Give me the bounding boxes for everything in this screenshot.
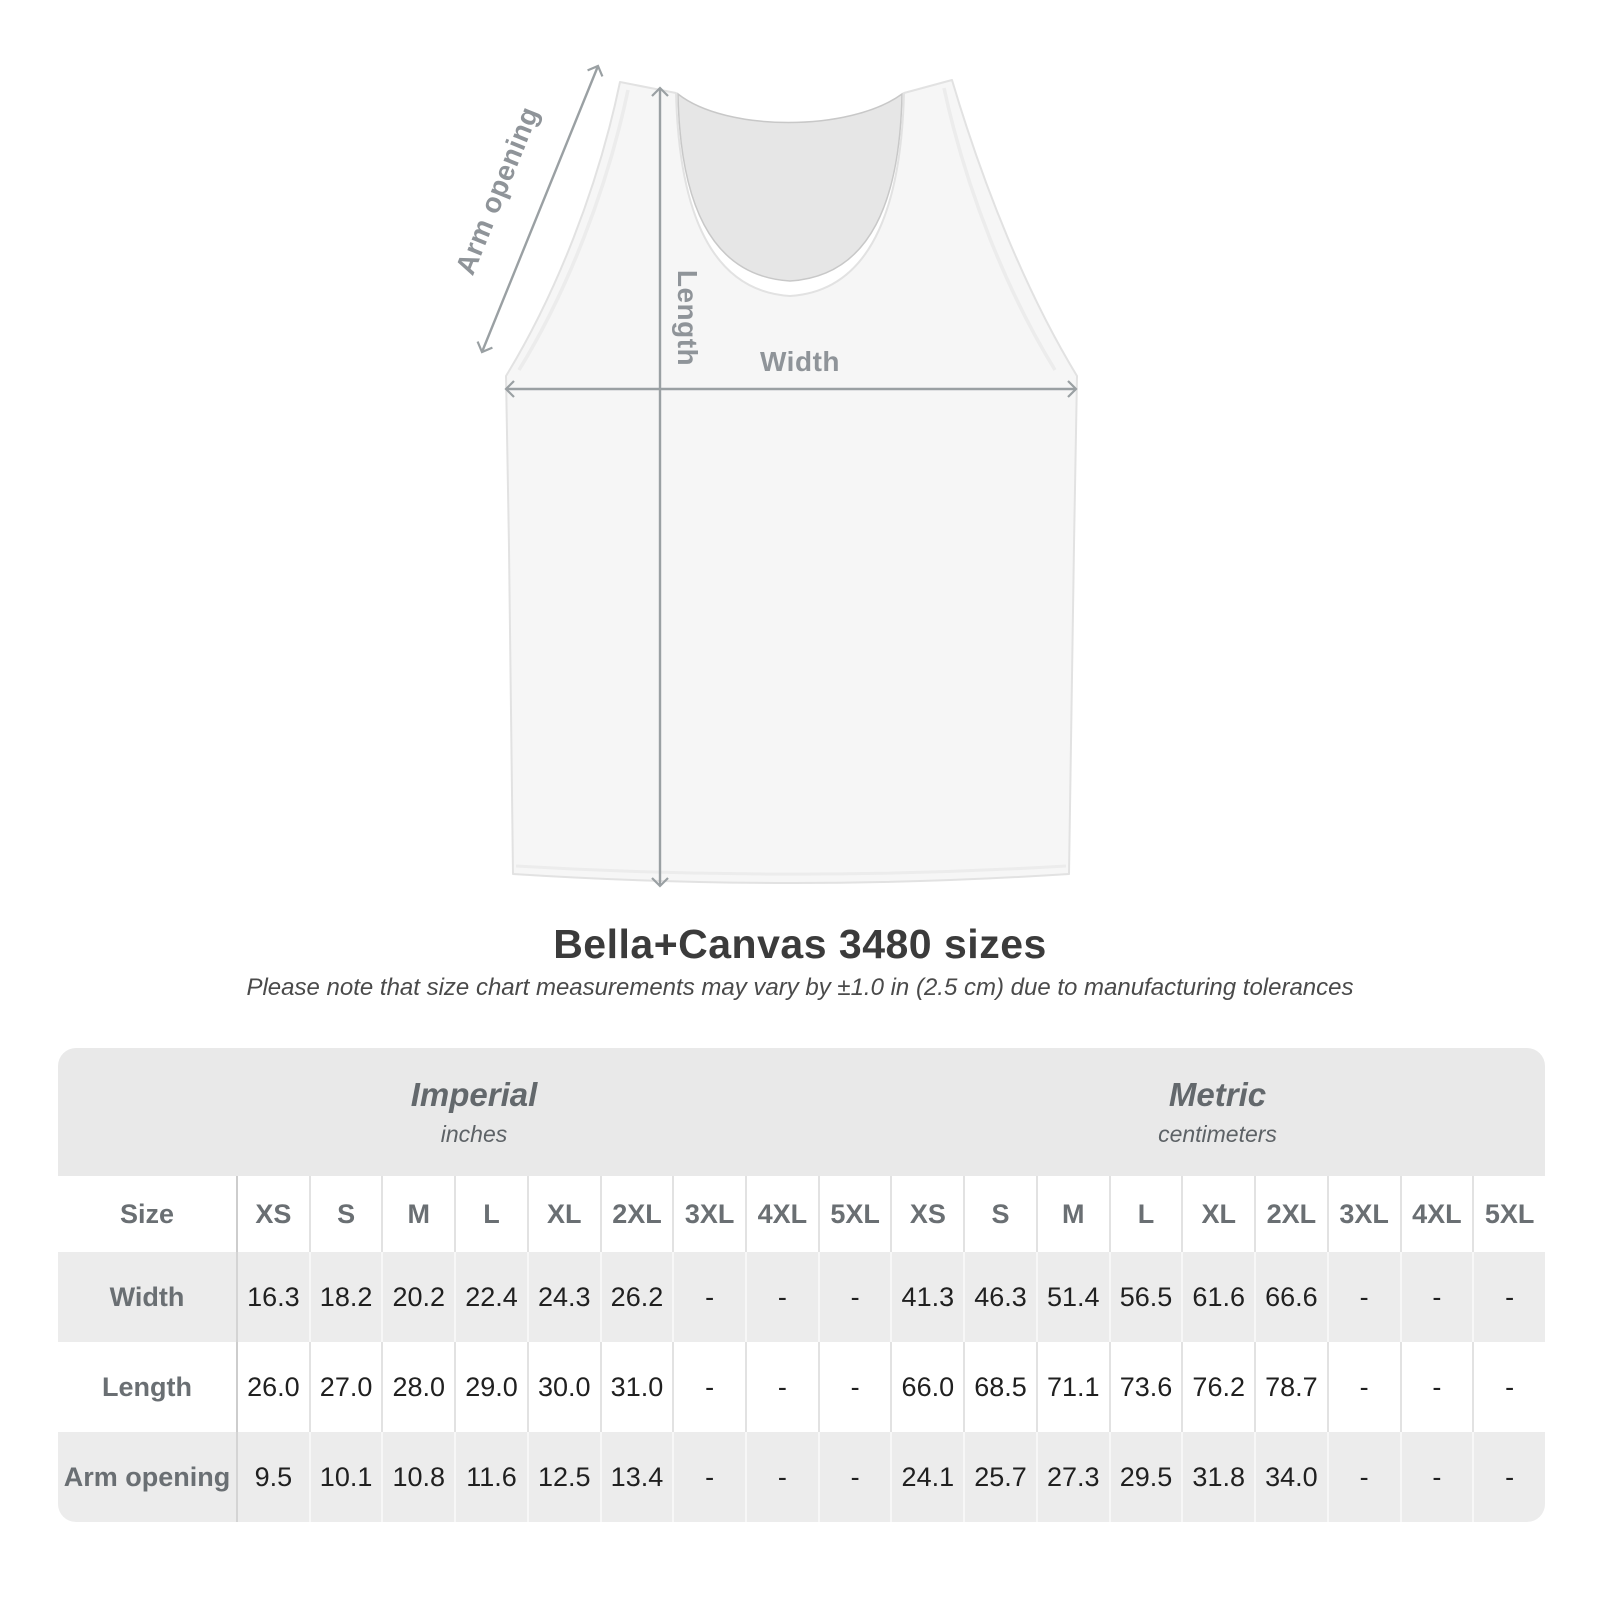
value-cell: 22.4: [454, 1252, 527, 1342]
value-cell: -: [745, 1432, 818, 1522]
value-cell: 10.1: [309, 1432, 382, 1522]
size-table: [58, 1176, 1545, 1522]
value-cell: -: [1472, 1342, 1545, 1432]
size-col-header: L: [454, 1176, 527, 1252]
value-cell: -: [745, 1342, 818, 1432]
unit-group-imperial-unit: inches: [440, 1121, 508, 1147]
value-cell: -: [818, 1432, 891, 1522]
size-table-container: [58, 1048, 1545, 1522]
row-label: Width: [109, 1281, 185, 1312]
value-cell: 26.2: [600, 1252, 673, 1342]
value-cell: 76.2: [1181, 1342, 1254, 1432]
value-cell: 25.7: [963, 1432, 1036, 1522]
page-subtitle: Please note that size chart measurements may vary by ±1.0 in (2.5 cm) due to manufacturing tolerances: [246, 974, 1354, 1001]
value-cell: -: [1400, 1252, 1473, 1342]
size-col-header: 5XL: [818, 1176, 891, 1252]
value-cell: 61.6: [1181, 1252, 1254, 1342]
value-cell: 12.5: [527, 1432, 600, 1522]
size-col-header: M: [1036, 1176, 1109, 1252]
value-cell: 29.0: [454, 1342, 527, 1432]
size-col-header: 5XL: [1472, 1176, 1545, 1252]
value-cell: -: [1327, 1252, 1400, 1342]
value-cell: 18.2: [309, 1252, 382, 1342]
value-cell: -: [1400, 1342, 1473, 1432]
value-cell: 24.1: [890, 1432, 963, 1522]
value-cell: -: [745, 1252, 818, 1342]
length-label: Length: [672, 269, 703, 367]
value-cell: 13.4: [600, 1432, 673, 1522]
value-cell: 28.0: [381, 1342, 454, 1432]
value-cell: 31.0: [600, 1342, 673, 1432]
value-cell: 46.3: [963, 1252, 1036, 1342]
value-cell: 27.0: [309, 1342, 382, 1432]
table-row-width: [58, 1252, 1545, 1342]
size-col-header: M: [381, 1176, 454, 1252]
width-label: Width: [760, 346, 840, 377]
value-cell: 26.0: [236, 1342, 309, 1432]
value-cell: 56.5: [1109, 1252, 1182, 1342]
value-cell: -: [818, 1252, 891, 1342]
value-cell: 10.8: [381, 1432, 454, 1522]
value-cell: -: [672, 1432, 745, 1522]
arm-opening-label: Arm opening: [449, 102, 545, 279]
table-row-length: [58, 1342, 1545, 1432]
table-row-arm-opening: [58, 1432, 1545, 1522]
size-col-header: 2XL: [600, 1176, 673, 1252]
value-cell: 68.5: [963, 1342, 1036, 1432]
value-cell: -: [1327, 1432, 1400, 1522]
size-col-header: XL: [527, 1176, 600, 1252]
page-title: Bella+Canvas 3480 sizes: [553, 921, 1047, 967]
value-cell: 30.0: [527, 1342, 600, 1432]
value-cell: 9.5: [236, 1432, 309, 1522]
size-col-header: S: [309, 1176, 382, 1252]
value-cell: -: [1400, 1432, 1473, 1522]
unit-group-imperial: [58, 1048, 890, 1176]
unit-group-metric: [890, 1048, 1545, 1176]
value-cell: 16.3: [236, 1252, 309, 1342]
value-cell: 51.4: [1036, 1252, 1109, 1342]
value-cell: 41.3: [890, 1252, 963, 1342]
value-cell: 27.3: [1036, 1432, 1109, 1522]
size-col-header: S: [963, 1176, 1036, 1252]
value-cell: -: [1472, 1432, 1545, 1522]
value-cell: 66.6: [1254, 1252, 1327, 1342]
value-cell: 11.6: [454, 1432, 527, 1522]
value-cell: 73.6: [1109, 1342, 1182, 1432]
size-col-header: 4XL: [745, 1176, 818, 1252]
value-cell: 34.0: [1254, 1432, 1327, 1522]
unit-group-metric-unit: centimeters: [1158, 1121, 1277, 1147]
value-cell: -: [1327, 1342, 1400, 1432]
unit-group-band: [58, 1048, 1545, 1176]
value-cell: 71.1: [1036, 1342, 1109, 1432]
value-cell: -: [672, 1342, 745, 1432]
value-cell: 31.8: [1181, 1432, 1254, 1522]
value-cell: -: [818, 1342, 891, 1432]
value-cell: 20.2: [381, 1252, 454, 1342]
size-col-header: XS: [236, 1176, 309, 1252]
value-cell: -: [1472, 1252, 1545, 1342]
unit-group-metric-label: Metric: [1168, 1076, 1267, 1113]
value-cell: -: [672, 1252, 745, 1342]
size-col-header: 2XL: [1254, 1176, 1327, 1252]
value-cell: 78.7: [1254, 1342, 1327, 1432]
size-col-header: XL: [1181, 1176, 1254, 1252]
value-cell: 29.5: [1109, 1432, 1182, 1522]
size-header-row: [58, 1176, 1545, 1252]
row-label: Length: [102, 1371, 192, 1402]
size-col-header: L: [1109, 1176, 1182, 1252]
unit-group-imperial-label: Imperial: [410, 1076, 538, 1113]
value-cell: 24.3: [527, 1252, 600, 1342]
size-col-header: 3XL: [1327, 1176, 1400, 1252]
size-column-header: Size: [119, 1198, 175, 1229]
size-col-header: XS: [890, 1176, 963, 1252]
row-label: Arm opening: [63, 1461, 231, 1492]
size-col-header: 4XL: [1400, 1176, 1473, 1252]
size-col-header: 3XL: [672, 1176, 745, 1252]
value-cell: 66.0: [890, 1342, 963, 1432]
